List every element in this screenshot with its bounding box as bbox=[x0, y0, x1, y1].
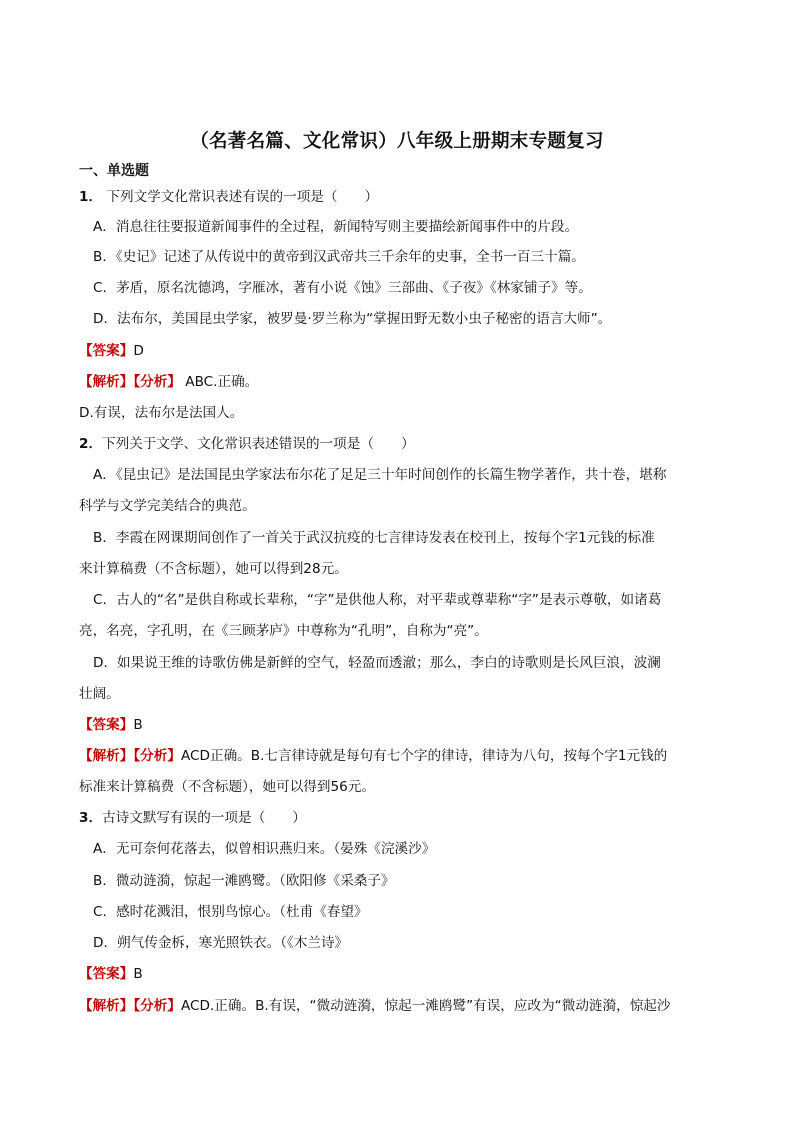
question-stem: 古诗文默写有误的一项是（ ） bbox=[102, 810, 306, 826]
option-a: A．《昆虫记》是法国昆虫学家法布尔花了足足三十年时间创作的长篇生物学著作，共十卷，堪称 bbox=[93, 467, 667, 483]
option-d: D．朔气传金柝，寒光照铁衣。（《木兰诗》 bbox=[93, 935, 349, 951]
analysis-text: ABC.正确。 bbox=[180, 374, 259, 390]
option-c: C．感时花溅泪，恨别鸟惊心。（杜甫《春望》 bbox=[93, 904, 368, 920]
answer-label: 【答案】 bbox=[79, 717, 134, 733]
answer-value: B bbox=[133, 717, 143, 733]
answer-value: B bbox=[133, 966, 143, 982]
analysis-line bbox=[79, 998, 670, 1014]
option-b-cont: 来计算稿费（不含标题），她可以得到28元。 bbox=[79, 561, 348, 577]
answer-line bbox=[79, 717, 143, 733]
option-c: C．茅盾，原名沈德鸿，字雁冰，著有小说《蚀》三部曲、《子夜》《林家铺子》等。 bbox=[93, 280, 592, 296]
option-b: B．李霞在网课期间创作了一首关于武汉抗疫的七言律诗发表在校刊上，按每个字1元钱的标准 bbox=[93, 530, 655, 546]
answer-line bbox=[79, 966, 143, 982]
analysis-line bbox=[79, 374, 258, 390]
question-number: 3． bbox=[79, 810, 103, 826]
question-number: 1． bbox=[79, 189, 103, 205]
analysis-text: ACD正确。B.七言律诗就是每句有七个字的律诗，律诗为八句，按每个字1元钱的 bbox=[180, 748, 668, 764]
question-1 bbox=[79, 189, 378, 205]
question-stem: 下列关于文学、文化常识表述错误的一项是（ ） bbox=[102, 436, 415, 452]
option-a: A．消息往往要报道新闻事件的全过程，新闻特写则主要描绘新闻事件中的片段。 bbox=[93, 219, 579, 235]
option-a: A．无可奈何花落去，似曾相识燕归来。（晏殊《浣溪沙》 bbox=[93, 841, 436, 857]
analysis-text: ACD.正确。B.有误，“微动涟漪，惊起一滩鸥鹭”有误，应改为“微动涟漪，惊起沙 bbox=[180, 998, 671, 1014]
option-d: D．法布尔，美国昆虫学家，被罗曼·罗兰称为“掌握田野无数小虫子秘密的语言大师”。 bbox=[93, 311, 612, 327]
answer-label: 【答案】 bbox=[79, 343, 134, 359]
analysis-label: 【解析】【分析】 bbox=[79, 374, 181, 390]
question-number: 2． bbox=[79, 436, 103, 452]
analysis-text: D.有误，法布尔是法国人。 bbox=[79, 405, 244, 421]
option-c-cont: 亮，名亮，字孔明，在《三顾茅庐》中尊称为“孔明”，自称为“亮”。 bbox=[79, 623, 488, 639]
answer-line bbox=[79, 343, 144, 359]
analysis-label: 【解析】【分析】 bbox=[79, 998, 181, 1014]
analysis-line bbox=[79, 748, 667, 764]
option-c: C．古人的“名”是供自称或长辈称，“字”是供他人称，对平辈或尊辈称“字”是表示尊敬，如诸葛 bbox=[93, 592, 662, 608]
option-d-cont: 壮阔。 bbox=[79, 686, 120, 702]
section-heading: 一、单选题 bbox=[79, 163, 149, 179]
question-stem: 下列文学文化常识表述有误的一项是（ ） bbox=[102, 189, 379, 205]
page-title: （名著名篇、文化常识）八年级上册期末专题复习 bbox=[190, 131, 604, 152]
question-3 bbox=[79, 810, 306, 826]
analysis-text: 标准来计算稿费（不含标题），她可以得到56元。 bbox=[79, 779, 375, 795]
answer-label: 【答案】 bbox=[79, 966, 134, 982]
option-b: B．《史记》记述了从传说中的黄帝到汉武帝共三千余年的史事，全书一百三十篇。 bbox=[93, 249, 585, 265]
option-d: D．如果说王维的诗歌仿佛是新鲜的空气，轻盈而透澈；那么，李白的诗歌则是长风巨浪，波澜 bbox=[93, 655, 661, 671]
analysis-label: 【解析】【分析】 bbox=[79, 748, 181, 764]
answer-value: D bbox=[133, 343, 144, 359]
option-b: B．微动涟漪，惊起一滩鸥鹭。（欧阳修《采桑子》 bbox=[93, 873, 395, 889]
question-2 bbox=[79, 436, 415, 452]
option-a-cont: 科学与文学完美结合的典范。 bbox=[79, 498, 256, 514]
